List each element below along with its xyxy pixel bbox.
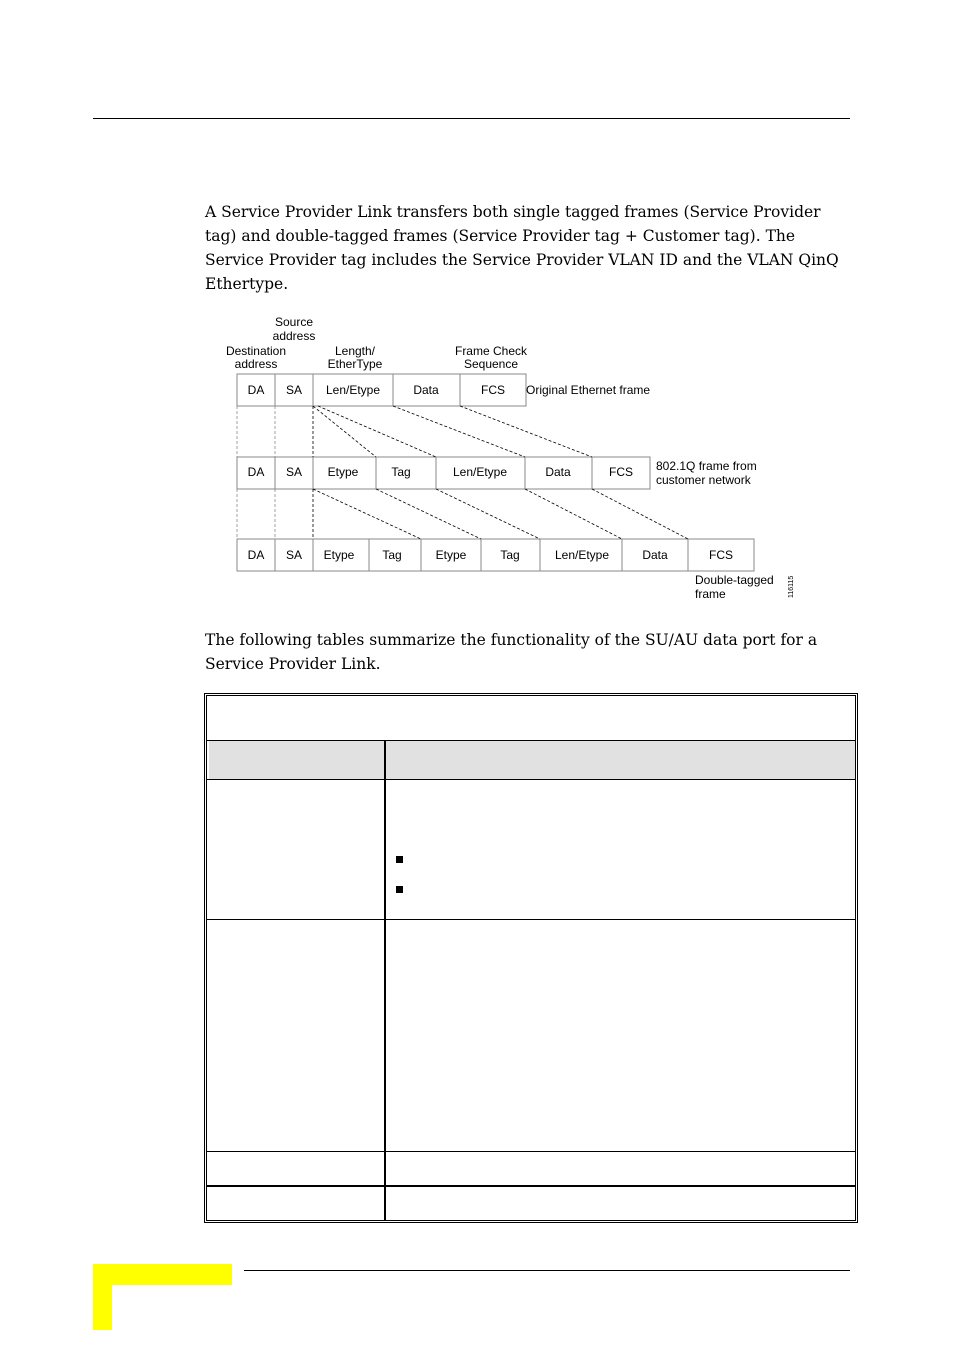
row2-field-sa: SA xyxy=(285,465,303,479)
row2-field-tag: Tag xyxy=(391,465,411,479)
label-length-ethertype-2: EtherType xyxy=(327,357,383,371)
row1-field-fcs: FCS xyxy=(481,383,505,397)
label-length-ethertype-1: Length/ xyxy=(334,344,376,358)
row2-caption-2: customer network xyxy=(656,473,751,487)
row1-field-len-box xyxy=(313,374,393,406)
row1-field-fcs-box xyxy=(460,374,526,406)
table-column-divider xyxy=(384,740,386,1220)
tables-intro-paragraph: The following tables summarize the functionality of the SU/AU data port for a Service Provider Link. xyxy=(205,631,818,673)
page-corner-marker-vertical xyxy=(93,1264,112,1330)
row1-field-len-etype: Len/Etype xyxy=(325,383,381,397)
row1-field-data-box xyxy=(393,374,460,406)
table-rule-row1 xyxy=(207,919,855,920)
functionality-table xyxy=(204,693,858,1223)
label-fcs-1: Frame Check xyxy=(454,344,528,358)
label-destination-address-2: address xyxy=(234,357,278,371)
figure-id: 116115 xyxy=(788,575,795,598)
row1-field-da-box xyxy=(237,374,275,406)
table-rule-row2 xyxy=(207,1151,855,1152)
row2-field-len-etype: Len/Etype xyxy=(452,465,508,479)
label-fcs-2: Sequence xyxy=(463,357,519,371)
row3-field-len-etype: Len/Etype xyxy=(554,548,610,562)
row3-caption-1: Double-tagged xyxy=(695,573,774,587)
row3-field-sa: SA xyxy=(285,548,303,562)
row2-caption-1: 802.1Q frame from xyxy=(656,459,757,473)
label-source-address-2: address xyxy=(272,329,316,343)
row1-field-sa-box xyxy=(275,374,313,406)
footer-rule xyxy=(244,1270,850,1271)
table-rule-row3 xyxy=(207,1185,855,1187)
row2-field-fcs: FCS xyxy=(609,465,633,479)
row1-field-data: Data xyxy=(413,383,439,397)
bullet-2 xyxy=(396,886,403,893)
label-destination-address-1: Destination xyxy=(225,344,287,358)
table-header-right xyxy=(386,741,855,779)
row3-field-tag-2: Tag xyxy=(500,548,520,562)
row2-field-data: Data xyxy=(545,465,571,479)
row3-field-da: DA xyxy=(247,548,265,562)
table-header-left xyxy=(209,741,384,779)
row3-field-etype-2: Etype xyxy=(435,548,467,562)
row3-caption-2: frame xyxy=(695,587,726,601)
row3-field-etype-1: Etype xyxy=(323,548,355,562)
table-rule-title xyxy=(207,740,855,741)
label-source-address-1: Source xyxy=(274,315,314,329)
row1-field-da: DA xyxy=(247,383,265,397)
row3-field-tag-1: Tag xyxy=(382,548,402,562)
row3-field-fcs: FCS xyxy=(709,548,733,562)
row3-field-data: Data xyxy=(642,548,668,562)
intro-paragraph: A Service Provider Link transfers both single tagged frames (Service Provider tag) and double-tagged frames (Service Provider tag + Customer tag). The Service Provider tag includes the Service Provider VLAN ID and the VLAN QinQ Ethertype. xyxy=(205,203,839,293)
row2-field-da: DA xyxy=(247,465,265,479)
bullet-1 xyxy=(396,856,403,863)
header-rule xyxy=(93,118,850,119)
page-corner-marker xyxy=(93,1264,232,1285)
row1-field-sa: SA xyxy=(285,383,303,397)
table-rule-header xyxy=(207,779,855,780)
row2-field-etype: Etype xyxy=(327,465,359,479)
row1-caption: Original Ethernet frame xyxy=(526,383,651,397)
